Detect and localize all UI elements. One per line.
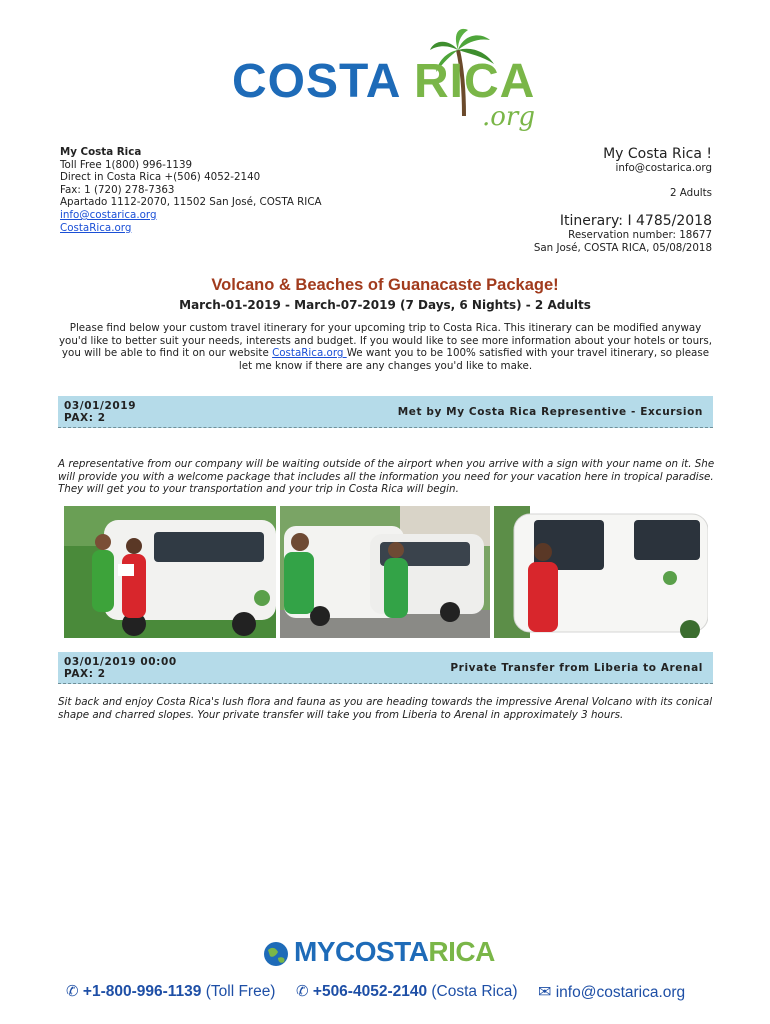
place-date: San José, COSTA RICA, 05/08/2018 bbox=[533, 241, 712, 254]
logo-costa-text: COSTA bbox=[232, 55, 402, 108]
party-size: 2 Adults bbox=[669, 186, 712, 199]
footer-phone1: +1-800-996-1139 bbox=[82, 983, 202, 1000]
package-dates: March-01-2019 - March-07-2019 (7 Days, 6 Nights) - 2 Adults bbox=[179, 298, 591, 312]
costarica-logo bbox=[232, 28, 542, 132]
logo-rica-text: RICA bbox=[414, 55, 536, 108]
logo-org-text: .org bbox=[482, 102, 535, 132]
itinerary-number: Itinerary: I 4785/2018 bbox=[559, 213, 712, 230]
sender-toll-free: Toll Free 1(800) 996-1139 bbox=[60, 158, 193, 171]
footer-phone2: +506-4052-2140 bbox=[312, 983, 428, 1000]
globe-icon bbox=[262, 940, 290, 968]
intro-website-link[interactable]: CostaRica.org bbox=[272, 347, 347, 360]
footer-brand-costa: COSTA bbox=[335, 936, 429, 967]
recipient-email: info@costarica.org bbox=[615, 162, 712, 174]
phone-icon: ✆ bbox=[66, 983, 79, 1000]
footer-brand-my: MY bbox=[294, 936, 335, 967]
footer-brand-rica: RICA bbox=[428, 936, 495, 967]
package-title: Volcano & Beaches of Guanacaste Package! bbox=[211, 276, 559, 294]
day-description: A representative from our company will be waiting outside of the airport when you arrive with a sign with your name on it. She will provide you with a welcome package that includes all the information you need for your vacation here in tropical paradise. They will get you to your transportation and your trip in Costa Rica will begin. bbox=[58, 458, 715, 496]
sender-fax: Fax: 1 (720) 278-7363 bbox=[60, 183, 175, 196]
mycostarica-logo bbox=[262, 936, 512, 970]
day-date: 03/01/2019 00:00 bbox=[64, 656, 177, 668]
footer-phone1-note: (Toll Free) bbox=[201, 983, 276, 1000]
footer-email bbox=[538, 982, 685, 1002]
sender-website-link[interactable]: CostaRica.org bbox=[60, 221, 132, 234]
van-photo-2 bbox=[280, 506, 490, 638]
day-pax: PAX: 2 bbox=[64, 668, 106, 680]
recipient-name: My Costa Rica ! bbox=[603, 146, 712, 162]
footer-phone2-note: (Costa Rica) bbox=[427, 983, 518, 1000]
day-header bbox=[58, 396, 713, 428]
sender-direct-phone: Direct in Costa Rica +(506) 4052-2140 bbox=[60, 171, 261, 184]
intro-paragraph bbox=[58, 322, 713, 372]
phone-icon: ✆ bbox=[296, 983, 309, 1000]
day-date: 03/01/2019 bbox=[64, 400, 137, 412]
sender-name: My Costa Rica bbox=[60, 146, 142, 158]
sender-email-link[interactable]: info@costarica.org bbox=[60, 208, 157, 221]
day-title: Private Transfer from Liberia to Arenal bbox=[450, 662, 703, 674]
day-description: Sit back and enjoy Costa Rica's lush flora and fauna as you are heading towards the impressive Arenal Volcano with its conical shape and charred slopes. Your private transfer will take you from Liberia to Arenal in approximately 3 hours. bbox=[58, 696, 713, 721]
recipient-info bbox=[534, 146, 712, 254]
sender-address: Apartado 1112-2070, 11502 San José, COSTA RICA bbox=[60, 196, 322, 209]
day-title: Met by My Costa Rica Representive - Excursion bbox=[397, 406, 703, 418]
van-photo-3 bbox=[494, 506, 708, 638]
intro-text-1: Please find below your custom travel itinerary for your upcoming trip to Costa Rica. This itinerary can be modified anyway you'd like to better suit your needs, interests and budget. If you would like to see more information about your hotels or tours, you will be able to find it on our website bbox=[58, 322, 713, 360]
footer-phone-tollfree bbox=[66, 982, 275, 1001]
reservation-number: Reservation number: 18677 bbox=[568, 229, 712, 242]
van-photo-1 bbox=[64, 506, 276, 638]
footer-email-text[interactable]: info@costarica.org bbox=[555, 984, 686, 1001]
day-header bbox=[58, 652, 713, 684]
photo-strip bbox=[64, 506, 708, 638]
email-icon: ✉ bbox=[538, 984, 552, 1001]
footer-brand bbox=[294, 936, 495, 968]
day-pax: PAX: 2 bbox=[64, 412, 106, 424]
intro-text-2: We want you to be 100% satisfied with your travel itinerary, so please let me know if there are any changes you'd like to make. bbox=[238, 347, 710, 372]
sender-info bbox=[60, 146, 322, 234]
footer-phone-cr bbox=[296, 982, 518, 1001]
